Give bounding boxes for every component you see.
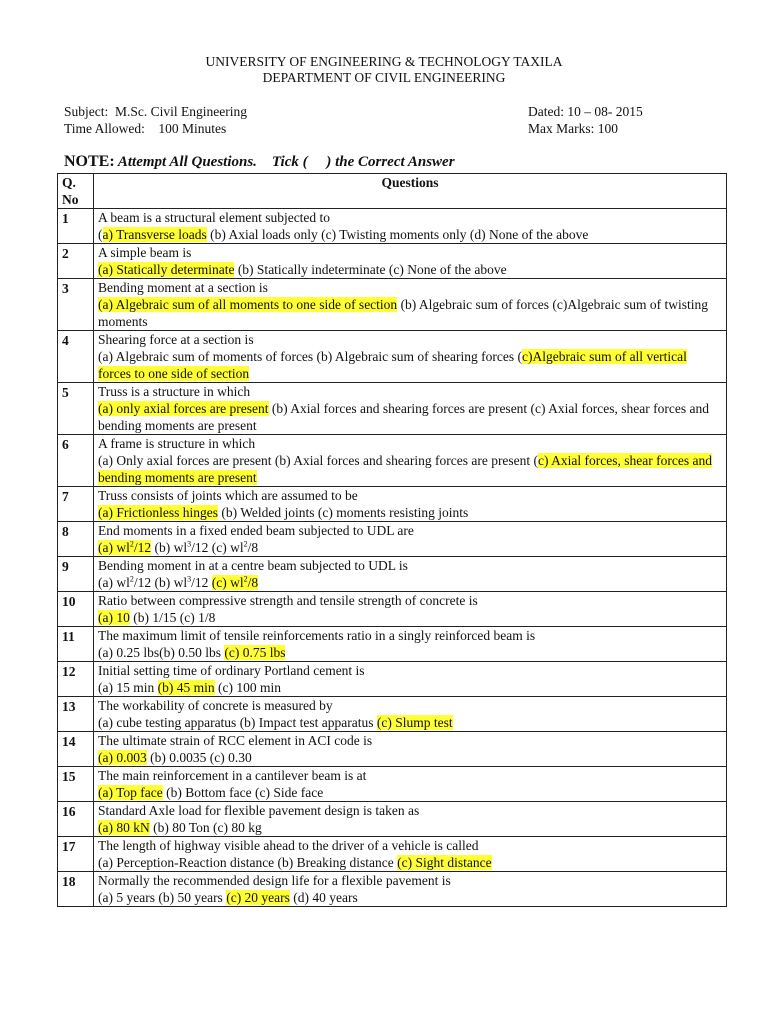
question-number: 3 (58, 279, 94, 331)
question-cell (94, 435, 727, 487)
question-text: Ratio between compressive strength and tensile strength of concrete is (98, 593, 478, 608)
department-title: DEPARTMENT OF CIVIL ENGINEERING (262, 70, 506, 85)
question-text: The maximum limit of tensile reinforcements ratio in a singly reinforced beam is (98, 628, 536, 643)
question-cell (94, 802, 727, 837)
column-header-qno: Q. No (58, 174, 94, 209)
highlighted-correct-answer: (c) 0.75 lbs (224, 645, 286, 660)
question-cell (94, 872, 727, 907)
table-row (58, 627, 727, 662)
table-row (58, 244, 727, 279)
table-row (58, 802, 727, 837)
table-row (58, 383, 727, 435)
max-marks-label: Max Marks: 100 (528, 121, 618, 136)
question-cell (94, 662, 727, 697)
answer-options: (a) cube testing apparatus (b) Impact test apparatus (c) Slump test (98, 715, 453, 730)
question-cell (94, 732, 727, 767)
table-row (58, 209, 727, 244)
answer-options: (a) 0.25 lbs(b) 0.50 lbs (c) 0.75 lbs (98, 645, 286, 660)
question-cell (94, 279, 727, 331)
question-cell (94, 522, 727, 557)
question-number: 15 (58, 767, 94, 802)
question-text: Initial setting time of ordinary Portland cement is (98, 663, 365, 678)
question-number: 16 (58, 802, 94, 837)
answer-options: (a) Frictionless hinges (b) Welded joints (c) moments resisting joints (98, 505, 469, 520)
question-number: 2 (58, 244, 94, 279)
question-text: The main reinforcement in a cantilever beam is at (98, 768, 367, 783)
table-row (58, 837, 727, 872)
question-number: 9 (58, 557, 94, 592)
highlighted-correct-answer: (a) Frictionless hinges (98, 505, 218, 520)
question-cell (94, 209, 727, 244)
table-row (58, 279, 727, 331)
highlighted-correct-answer: (a) 80 kN (98, 820, 150, 835)
question-number: 7 (58, 487, 94, 522)
question-text: A beam is a structural element subjected to (98, 210, 331, 225)
time-allowed-label: Time Allowed: 100 Minutes (64, 121, 227, 136)
table-row (58, 557, 727, 592)
answer-options: (a) $wl^2/12$ (b) $wl^3/12$ (c) $wl^2/8$ (98, 574, 259, 590)
question-text: A simple beam is (98, 245, 192, 260)
question-text: A frame is structure in which (98, 436, 256, 451)
highlighted-correct-answer: (a) Algebraic sum of all moments to one side of section (98, 297, 398, 312)
highlighted-correct-answer: c) Axial forces, shear forces and bending moments are present (98, 453, 712, 485)
answer-options: (a) $wl^2/12$ (b) $wl^3/12$ (c) $wl^2/8$ (98, 539, 259, 555)
questions-table (57, 173, 727, 907)
question-text: The workability of concrete is measured by (98, 698, 333, 713)
table-row (58, 592, 727, 627)
table-row (58, 522, 727, 557)
question-cell (94, 592, 727, 627)
highlighted-correct-answer: (a) 10 (98, 610, 130, 625)
question-number: 4 (58, 331, 94, 383)
answer-options: (a) only axial forces are present (b) Axial forces and shearing forces are present (c) Axial forces, shear forces and bending moments are present (98, 401, 709, 433)
highlighted-correct-answer: (a) $wl^2/12$ (98, 539, 152, 555)
question-number: 5 (58, 383, 94, 435)
answer-options: (a) 10 (b) 1/15 (c) 1/8 (98, 610, 216, 625)
question-text: End moments in a fixed ended beam subjected to UDL are (98, 523, 414, 538)
question-text: Bending moment at a section is (98, 280, 268, 295)
table-row (58, 732, 727, 767)
table-row (58, 662, 727, 697)
note-label: NOTE: (64, 153, 115, 170)
question-number: 13 (58, 697, 94, 732)
question-number: 18 (58, 872, 94, 907)
highlighted-correct-answer: a) Transverse loads (102, 227, 207, 242)
question-cell (94, 557, 727, 592)
question-text: Shearing force at a section is (98, 332, 254, 347)
question-cell (94, 767, 727, 802)
question-text: The ultimate strain of RCC element in ACI code is (98, 733, 373, 748)
table-row (58, 767, 727, 802)
question-cell (94, 383, 727, 435)
questions-body (58, 209, 727, 907)
university-title: UNIVERSITY OF ENGINEERING & TECHNOLOGY TAXILA (205, 54, 563, 69)
answer-options: (a) Perception-Reaction distance (b) Breaking distance (c) Sight distance (98, 855, 492, 870)
answer-options: (a) 0.003 (b) 0.0035 (c) 0.30 (98, 750, 252, 765)
question-number: 1 (58, 209, 94, 244)
table-row (58, 872, 727, 907)
answer-options: (a) 15 min (b) 45 min (c) 100 min (98, 680, 281, 695)
note-line (64, 153, 455, 171)
question-cell (94, 627, 727, 662)
question-cell (94, 487, 727, 522)
question-text: Truss is a structure in which (98, 384, 251, 399)
answer-options: (a) Top face (b) Bottom face (c) Side face (98, 785, 324, 800)
question-number: 14 (58, 732, 94, 767)
table-header-row (58, 174, 727, 209)
question-cell (94, 331, 727, 383)
table-row (58, 331, 727, 383)
answer-options: (a) 80 kN (b) 80 Ton (c) 80 kg (98, 820, 262, 835)
note-instruction: Attempt All Questions. Tick ( ) the Correct Answer (114, 154, 455, 170)
answer-options: (a) Statically determinate (b) Statically indeterminate (c) None of the above (98, 262, 507, 277)
highlighted-correct-answer: (a) Top face (98, 785, 163, 800)
column-header-questions: Questions (94, 174, 727, 209)
question-cell (94, 697, 727, 732)
highlighted-correct-answer: (b) 45 min (157, 680, 215, 695)
question-cell (94, 837, 727, 872)
question-number: 6 (58, 435, 94, 487)
table-row (58, 487, 727, 522)
question-text: The length of highway visible ahead to the driver of a vehicle is called (98, 838, 479, 853)
answer-options: (a) Algebraic sum of moments of forces (b) Algebraic sum of shearing forces (c)Algebraic sum of all vertical forces to one side of section (98, 349, 687, 381)
highlighted-correct-answer: (a) Statically determinate (98, 262, 235, 277)
question-number: 17 (58, 837, 94, 872)
question-text: Truss consists of joints which are assumed to be (98, 488, 358, 503)
highlighted-correct-answer: c)Algebraic sum of all vertical forces to one side of section (98, 349, 687, 381)
table-row (58, 435, 727, 487)
question-cell (94, 244, 727, 279)
highlighted-correct-answer: (c) 20 years (226, 890, 290, 905)
highlighted-correct-answer: (c) Slump test (376, 715, 453, 730)
question-number: 8 (58, 522, 94, 557)
question-number: 11 (58, 627, 94, 662)
answer-options: (a) 5 years (b) 50 years (c) 20 years (d) 40 years (98, 890, 358, 905)
question-text: Normally the recommended design life for a flexible pavement is (98, 873, 451, 888)
question-text: Standard Axle load for flexible pavement design is taken as (98, 803, 420, 818)
highlighted-correct-answer: (c) Sight distance (397, 855, 492, 870)
answer-options: (a) Algebraic sum of all moments to one side of section (b) Algebraic sum of forces (c)Algebraic sum of twisting moments (98, 297, 708, 329)
answer-options: (a) Only axial forces are present (b) Axial forces and shearing forces are present (c) Axial forces, shear forces and bending moments are present (98, 453, 712, 485)
highlighted-correct-answer: (c) $wl^2/8$ (211, 574, 259, 590)
question-number: 12 (58, 662, 94, 697)
dated-label: Dated: 10 – 08- 2015 (528, 104, 643, 119)
question-text: Bending moment in at a centre beam subjected to UDL is (98, 558, 408, 573)
table-row (58, 697, 727, 732)
answer-options: (a) Transverse loads (b) Axial loads only (c) Twisting moments only (d) None of the above (98, 227, 589, 242)
subject-label: Subject: M.Sc. Civil Engineering (64, 104, 247, 119)
highlighted-correct-answer: (a) 0.003 (98, 750, 147, 765)
question-number: 10 (58, 592, 94, 627)
highlighted-correct-answer: (a) only axial forces are present (98, 401, 269, 416)
